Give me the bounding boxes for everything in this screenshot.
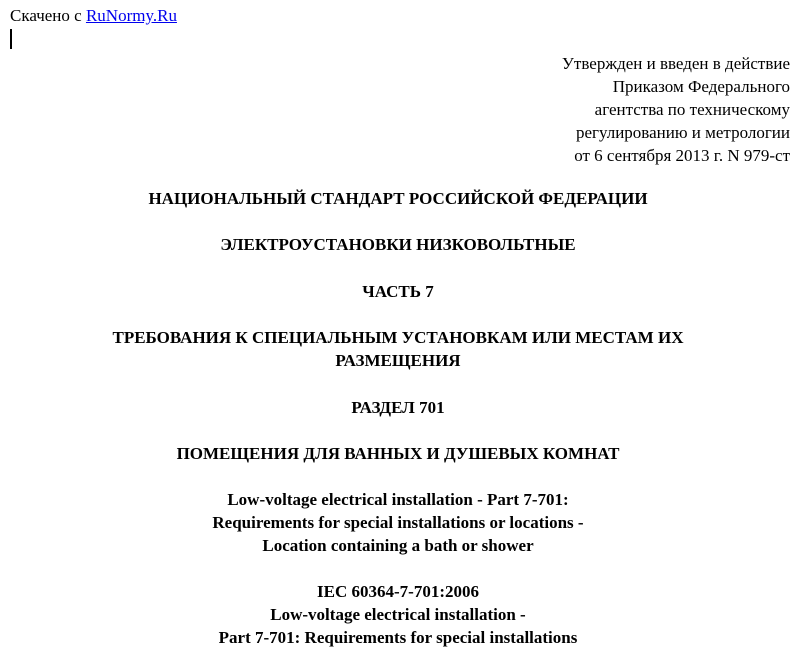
part-heading xyxy=(0,280,796,303)
heading-text: ЧАСТЬ 7 xyxy=(362,282,434,301)
download-source-line xyxy=(10,6,177,26)
section-heading xyxy=(0,396,796,419)
iec-title-block xyxy=(0,580,796,649)
approval-line: регулированию и метрологии xyxy=(575,123,790,142)
english-title-line: Low-voltage electrical installation - Part 7-701: xyxy=(227,490,569,509)
heading-text: РАЗМЕЩЕНИЯ xyxy=(335,351,461,370)
downloaded-from-label: Скачено с xyxy=(10,6,86,25)
heading-text: ТРЕБОВАНИЯ К СПЕЦИАЛЬНЫМ УСТАНОВКАМ ИЛИ МЕСТАМ ИХ xyxy=(112,328,684,347)
iec-title-line: IEC 60364-7-701:2006 xyxy=(317,582,479,601)
national-standard-heading xyxy=(0,187,796,210)
premises-heading xyxy=(0,442,796,465)
subject-heading xyxy=(0,233,796,256)
english-title-block xyxy=(0,488,796,557)
approval-block xyxy=(390,52,790,167)
approval-line: Утвержден и введен в действие xyxy=(561,54,790,73)
text-cursor xyxy=(10,29,12,49)
heading-text: ПОМЕЩЕНИЯ ДЛЯ ВАННЫХ И ДУШЕВЫХ КОМНАТ xyxy=(176,444,620,463)
requirements-heading xyxy=(0,326,796,372)
approval-line: агентства по техническому xyxy=(594,100,790,119)
heading-text: ЭЛЕКТРОУСТАНОВКИ НИЗКОВОЛЬТНЫЕ xyxy=(220,235,576,254)
english-title-line: Location containing a bath or shower xyxy=(262,536,534,555)
heading-text: РАЗДЕЛ 701 xyxy=(351,398,445,417)
approval-line: Приказом Федерального xyxy=(612,77,790,96)
iec-title-line: Part 7-701: Requirements for special installations xyxy=(218,628,578,647)
source-link[interactable]: RuNormy.Ru xyxy=(85,6,177,25)
english-title-line: Requirements for special installations or locations - xyxy=(212,513,584,532)
approval-line: от 6 сентября 2013 г. N 979-ст xyxy=(574,146,790,165)
iec-title-line: Low-voltage electrical installation - xyxy=(270,605,526,624)
heading-text: НАЦИОНАЛЬНЫЙ СТАНДАРТ РОССИЙСКОЙ ФЕДЕРАЦИИ xyxy=(148,189,648,208)
